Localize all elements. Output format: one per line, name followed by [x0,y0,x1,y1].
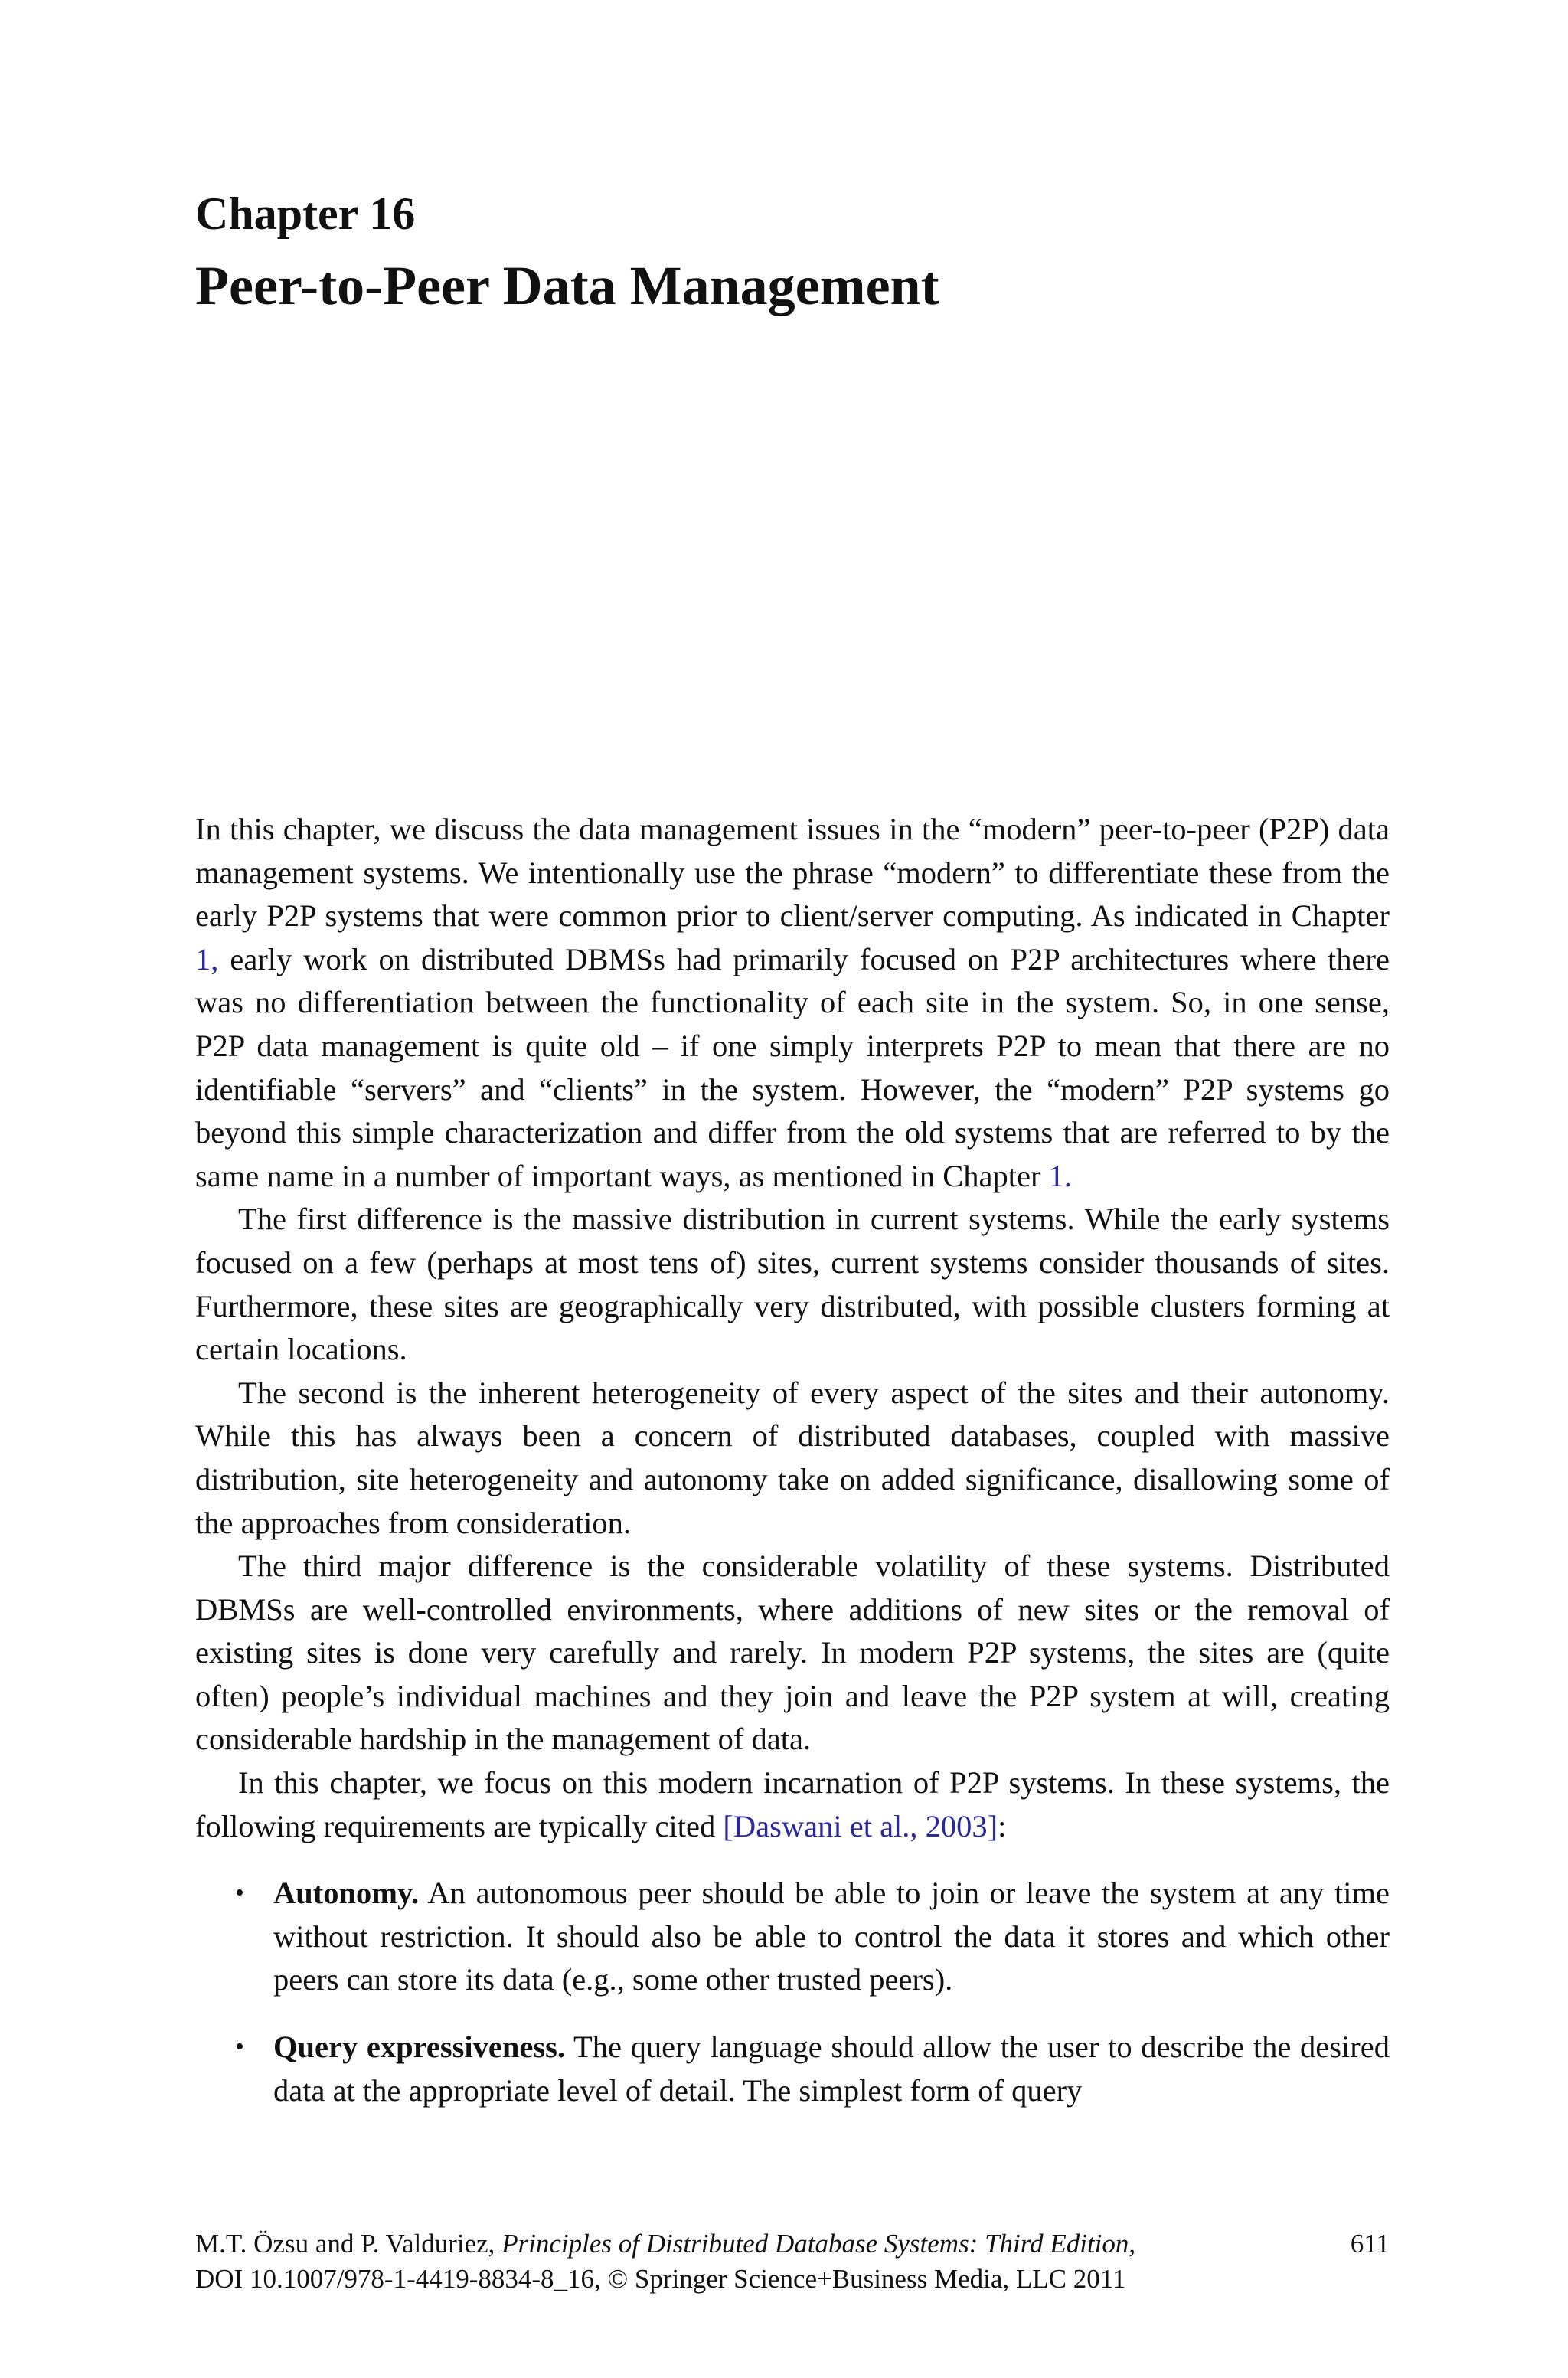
daswani-citation-link[interactable]: [Daswani et al., 2003] [723,1808,998,1843]
footer-comma: , [1129,2229,1136,2259]
chapter-title: Peer-to-Peer Data Management [195,255,939,316]
chapter-label: Chapter 16 [195,188,416,239]
bullet-icon: • [235,2033,244,2062]
paragraph-requirements-text: In this chapter, we focus on this modern incarnation of P2P systems. In these systems, the following requirements are typically cited [195,1765,1390,1843]
paragraph-intro-text-a: In this chapter, we discuss the data management issues in the “modern” peer-to-peer (P2P) data management systems. We intentionally use the phrase “modern” to differentiate these from the early P2P systems that were common prior to client/server computing. As indicated in Chapter [195,812,1390,934]
footer-doi-line: DOI 10.1007/978-1-4419-8834-8_16, © Springer Science+Business Media, LLC 2011 [195,2264,1126,2294]
paragraph-third-difference: The third major difference is the considerable volatility of these systems. Distributed DBMSs are well-controlled environments, where additions of new sites or the removal of existing sites is done very carefully and rarely. In modern P2P systems, the sites are (quite often) people’s individual machines and they join and leave the P2P system at will, creating considerable hardship in the management of data. [195,1549,1390,1757]
paragraph-second-difference: The second is the inherent heterogeneity of every aspect of the sites and their autonomy. While this has always been a concern of distributed databases, coupled with massive distribution, site heterogeneity and autonomy take on added significance, disallowing some of the approaches from consideration. [195,1375,1390,1540]
list-item [195,1872,1390,2002]
chapter-1-link[interactable]: 1, [195,941,219,976]
footer-citation-line [195,2226,1390,2262]
footer-authors: M.T. Özsu and P. Valduriez, [195,2229,502,2259]
chapter-body [195,808,1390,2136]
requirement-term: Autonomy. [273,1876,420,1911]
page-footer [195,2226,1390,2297]
requirements-list [195,1872,1390,2112]
paragraph-intro-text-b: early work on distributed DBMSs had primarily focused on P2P architectures where there was no differentiation between the functionality of each site in the system. So, in one sense, P2P data management is quite old – if one simply interprets P2P to mean that there are no identifiable “servers” and “clients” in the system. However, the “modern” P2P systems go beyond this simple characterization and differ from the old systems that are referred to by the same name in a number of important ways, as mentioned in Chapter [195,941,1390,1193]
paragraph-intro [195,808,1390,1198]
list-item [195,2026,1390,2112]
chapter-1-link-2[interactable]: 1. [1048,1158,1072,1193]
requirement-term: Query expressiveness. [273,2030,566,2065]
requirement-text: An autonomous peer should be able to join or leave the system at any time without restriction. It should also be able to control the data it stores and which other peers can store its data (e.g., some other trusted peers). [273,1876,1390,1997]
paragraph-requirements-colon: : [998,1808,1007,1843]
page-number: 611 [1350,2229,1390,2259]
paragraph-first-difference: The first difference is the massive distribution in current systems. While the early systems focused on a few (perhaps at most tens of) sites, current systems consider thousands of sites. Furthermore, these sites are geographically very distributed, with possible clusters forming at certain locations. [195,1202,1390,1367]
paragraph-requirements-intro [195,1761,1390,1848]
footer-book-title: Principles of Distributed Database Systems: Third Edition [501,2229,1129,2259]
bullet-icon: • [235,1879,244,1908]
requirement-text: The query language should allow the user to describe the desired data at the appropriate level of detail. The simplest form of query [273,2030,1390,2108]
